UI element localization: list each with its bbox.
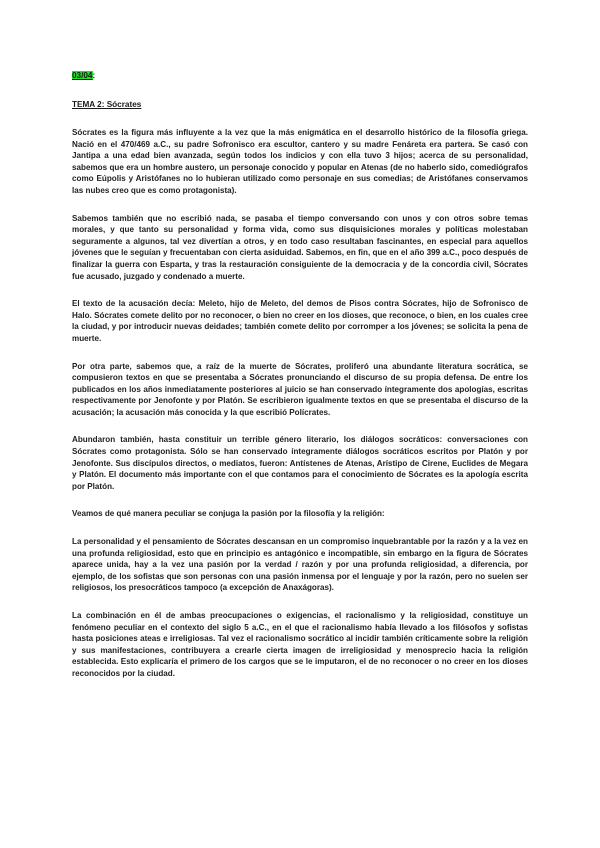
date-highlight: 03/04 [72,71,93,80]
date-line [72,70,528,81]
paragraph-accusation: El texto de la acusación decía: Meleto, hijo de Meleto, del demos de Pisos contra Sócrates, hijo de Sofronisco de Halo. Sócrates comete delito por no reconocer, o bien no creer en los dioses, que reconoce, o bien, en los cuales cree la ciudad, y por introducir nuevas deidades; también comete delito por corromper a los jóvenes; se solicita la pena de muerte. [72,299,528,343]
paragraph-biography: Sócrates es la figura más influyente a la vez que la más enigmática en el desarrollo histórico de la filosofía griega. Nació en el 470/469 a.C., su padre Sofronisco era escultor, cantero y su madre Fenáreta era partera. Se casó con Jantipa a una edad bien avanzada, según todos los indicios y con ella tuvo 3 hijos; acerca de su personalidad, sabemos que era un hombre austero, un personaje conocido y popular en Atenas (de no haberlo sido, comediógrafos como Eúpolis y Aristófanes no lo hubieran utilizado como personaje en sus comedias; de Aristófanes conservamos las nubes creo que es como protagonista). [72,128,528,195]
paragraph-literature: Por otra parte, sabemos que, a raíz de la muerte de Sócrates, proliferó una abundante literatura socrática, se compusieron textos en que se presentaba a Sócrates pronunciando el discurso de su propia defensa. De entre los publicados en los años inmediatamente posteriores al juicio se han conservado íntegramente dos apologías, escritas respectivamente por Jenofonte y por Platón. Se escribieron igualmente textos en que se presentaba el discurso de la acusación; la acusación más conocida y la que escribió Polícrates. [72,361,528,417]
section-title: TEMA 2: Sócrates [72,100,142,109]
paragraph-dialogues: Abundaron también, hasta constituir un terrible género literario, los diálogos socráticos: conversaciones con Sócrates como protagonista. Sólo se han conservado íntegramente diálogos socráticos escritos por Platón y por Jenofonte. Sus discípulos directos, o mediatos, fueron: Antístenes de Atenas, Arístipo de Cirene, Euclides de Megara y Platón. El documento más importante con el que contamos para el conocimiento de Sócrates es la apología escrita por Platón. [72,435,528,491]
paragraph-rationalism: La combinación en él de ambas preocupaciones o exigencias, el racionalismo y la religiosidad, constituye un fenómeno peculiar en el contexto del siglo 5 a.C., en el que el racionalismo había llevado a los filósofos y sofistas hasta posiciones ateas e irreligiosas. Tal vez el racionalismo socrático al incidir también críticamente sobre la religión y sus manifestaciones, contribuyera a crearle cierta imagen de irreligiosidad y menosprecio hacia la religión establecida. Esto explicaría el primero de los cargos que se le imputaron, el de no reconocer o no creer en los dioses reconocidos por la ciudad. [72,611,528,678]
paragraph-life: Sabemos también que no escribió nada, se pasaba el tiempo conversando con unos y con otros sobre temas morales, y que tanto su personalidad y forma vida, como sus disquisiciones morales y políticas molestaban seguramente a algunos, tal vez divertían a otros, y en todo caso resultaban fascinantes, en especial para aquellos jóvenes que le seguían y frecuentaban con cierta asiduidad. Sabemos, en fin, que en el año 399 a.C., poco después de finalizar la guerra con Esparta, y tras la restauración consiguiente de la democracia y de la concordia civil, Sócrates fue acusado, juzgado y condenado a muerte. [72,213,528,281]
paragraph-intro-religion: Veamos de qué manera peculiar se conjuga la pasión por la filosofía y la religión: [72,509,385,519]
paragraph-reason-religion: La personalidad y el pensamiento de Sócrates descansan en un compromiso inquebrantable por la razón y a la vez en una profunda religiosidad, esto que en principio es antagónico e incompatible, sin embargo en la figura de Sócrates aparece unida, hay a la vez una pasión por la verdad / razón y por una profunda religiosidad, a diferencia, por ejemplo, de los sofistas que son personas con una pasión inmensa por el lenguaje y por la razón, pero no suelen ser religiosos, los presocráticos tampoco (a excepción de Anaxágoras). [72,537,528,593]
date-suffix: : [92,71,96,80]
